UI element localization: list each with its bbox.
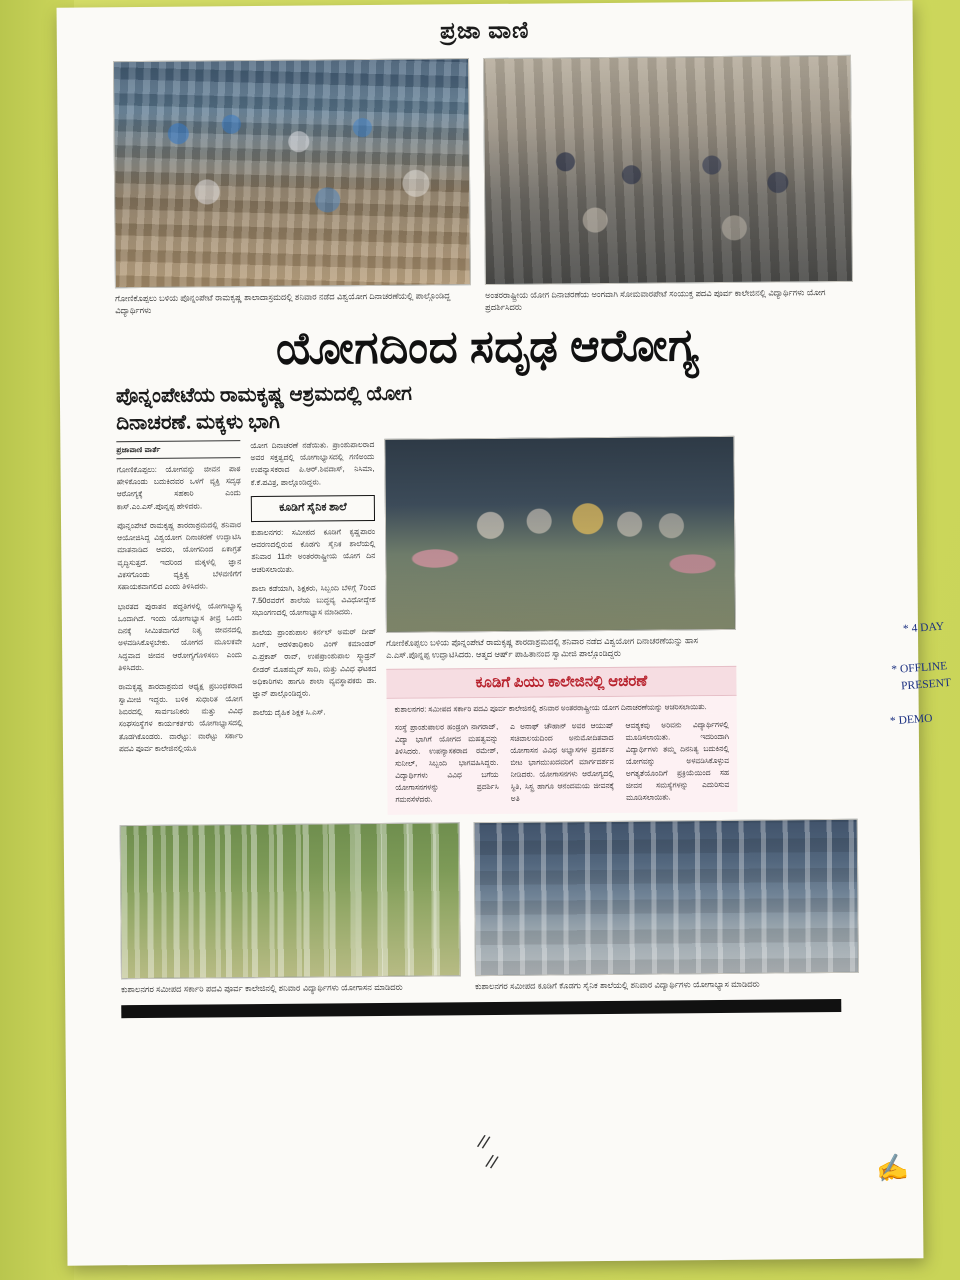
masthead (57, 0, 913, 55)
photo-block-ground (120, 822, 461, 995)
paragraph: ಸಂಸ್ಥೆ ಪ್ರಾಂಶುಪಾಲರ ಹಂಡ್ರಂಗಿ ನಾಗರಾಜ್, ವಿದ್ಯಾ ಭಾಗಿಗೆ ಯೋಗದ ಮಹತ್ವವನ್ನು ತಿಳಿಸಿದರು. ಉಪನ್ಯಾಸಕರಾದ ರಮೇಶ್, ಸುನೀಲ್, ಸಿಬ್ಬಂದಿ ಭಾಗವಹಿಸಿದ್ದರು. ವಿದ್ಯಾರ್ಥಿಗಳು ವಿವಿಧ ಬಗೆಯ ಯೋಗಾಸನಗಳನ್ನು ಪ್ರದರ್ಶಿಸಿ ಗಮನಸೆಳೆದರು. (394, 721, 499, 804)
sidebar-heading-sainik-school: ಕೂಡಿಗೆ ಸೈನಿಕ ಶಾಲೆ (251, 495, 375, 522)
annotation-4day: * 4 DAY (902, 620, 945, 636)
paragraph: ಪೊನ್ನಂಪೇಟೆ ರಾಮಕೃಷ್ಣ ಶಾರದಾಶ್ರಮದಲ್ಲಿ ಶನಿವಾರ ಆಯೋಜಿಸಿದ್ದ ವಿಶ್ವಯೋಗ ದಿನಾಚರಣೆ ಉದ್ಘಾಟಿಸಿ ಮಾತನಾಡಿದ ಆವರು, ಯೋಗದಿಂದ ಏಕಾಗ್ರತೆ ವೃದ್ಧಿಸುತ್ತದೆ. ಇದರಿಂದ ಮಕ್ಕಳಲ್ಲಿ ಜ್ಞಾನ ವಿಕಸಗೊಂಡು ವ್ಯಕ್ತಿತ್ವ ಬೆಳವಣಿಗೆಗೆ ಸಹಾಯಕವಾಗಲಿದ ಎಂದು ತಿಳಿಸಿದರು. (117, 519, 242, 592)
paragraph: ಗೋಣಿಕೊಪ್ಪಲು: ಯೋಗವನ್ನು ಜೀವನ ಪಾಠ ಹೇಳಿಕೊಂಡು ಬದುಕಿದವರ ಒಳಗೆ ವ್ಯಕ್ತಿ ಸದೃಢ ಆರೋಗ್ಯಕ್ಕೆ ಸಹಕಾರಿ ಎಂದು ಕಾಸ್.ಎಂ.ಎಸ್.ಪೊನ್ನಪ್ಪ ಹೇಳಿದರು. (116, 463, 241, 511)
page-subhead: ಪೊನ್ನಂಪೇಟೆಯ ರಾಮಕೃಷ್ಣ ಆಶ್ರಮದಲ್ಲಿ ಯೋಗ ದಿನಾಚರಣೆ. ಮಕ್ಕಳು ಭಾಗಿ (115, 382, 412, 434)
caption-indoor: ಕುಶಾಲನಗರ ಸಮೀಪದ ಕೂಡಿಗೆ ಕೊಡಗು ಸೈನಿಕ ಶಾಲೆಯಲ್ಲಿ ಶನಿವಾರ ವಿದ್ಯಾರ್ಥಿಗಳು ಯೋಗಾಭ್ಯಾಸ ಮಾಡಿದರು (475, 978, 760, 991)
paragraph: ಆವಶ್ಯಕವು ಅರಿವನು ವಿದ್ಯಾರ್ಥಿಗಳಲ್ಲಿ ಮೂಡಿಸಲಾಯಿತು. ಇದರಿಂದಾಗಿ ವಿದ್ಯಾರ್ಥಿಗಳು ತಮ್ಮ ದಿನನಿತ್ಯ ಬದುಕಿನಲ್ಲಿ ಯೋಗವನ್ನು ಅಳವಡಿಸಿಕೊಳ್ಳುವ ಅಗತ್ಯತೆಯೊಂದಿಗೆ ಪ್ರಕ್ರಿಯೆಯಿಂದ ಸಹ ಜೀವನ ಸಮಸ್ಯೆಗಳನ್ನು ಎದುರಿಸುವ ಮೂಡಿಸಲಾಯಿತು. (625, 719, 730, 802)
photo-block-assembly (113, 58, 471, 316)
paragraph: ರಾಮಕೃಷ್ಣ ಶಾರದಾಶ್ರಮದ ಆಧ್ಯಕ್ಷ ಪ್ರಬಂಧಕರಾದ ಸ್ವಾಮೀಜಿ ಇದ್ದರು. ಬಳಿಕ ಸುಧಾರಿತ ಯೋಗ ಶಿಬಿರದಲ್ಲಿ ಸಾರ್ವಜನಿಕರು ಮತ್ತು ವಿವಿಧ ಸಂಘಸಂಸ್ಥೆಗಳ ಕಾರ್ಯಕರ್ತರು ಯೋಗಾಭ್ಯಾಸದಲ್ಲಿ ತೊಡಗಿಕೊಂಡರು. ವಾರೆಟ್ಟು: ವಾರೆಟ್ಟು ಸರ್ಕಾರಿ ಪದವಿ ಪೂರ್ವ ಕಾಲೇಜಿನಲ್ಲಿಯೂ (118, 681, 243, 754)
slash-mark: // (483, 1150, 500, 1174)
caption-stage: ಗೋಣಿಕೊಪ್ಪಲು ಬಳಿಯ ಪೊನ್ನಂಪೇಟೆ ರಾಮಕೃಷ್ಣ ಶಾರದಾಶ್ರಮದಲ್ಲಿ ಶನಿವಾರ ನಡೆದ ವಿಶ್ವಯೋಗ ದಿನಾಚರಣೆಯನ್ನು ಹಾಸ ಎ.ಎಸ್.ಪೊನ್ನಪ್ಪ ಉದ್ಘಾಟಿಸಿದರು. ಆತ್ಮದ ಆರ್ಷ್ ಪಾಹಿತಾನಂದ ಸ್ವಾಮೀಜಿ ಪಾಲ್ಗೊಂಡಿದ್ದರು (386, 634, 699, 660)
pink-box-lead: ಕುಶಾಲನಗರ: ಸಮೀಪದ ಸರ್ಕಾರಿ ಪದವಿ ಪೂರ್ವ ಕಾಲೇಜಿನಲ್ಲಿ ಶನಿವಾರ ಅಂತರರಾಷ್ಟ್ರೀಯ ಯೋಗ ದಿನಾಚರಣೆಯನ್ನು ಆಚರಿಸಲಾಯಿತು. (387, 696, 737, 716)
photo-assembly-hall (113, 58, 471, 288)
newspaper-page (57, 0, 924, 1265)
page-headline: ಯೋಗದಿಂದ ಸದೃಢ ಆರೋಗ್ಯ (275, 320, 700, 374)
caption-college: ಅಂತರರಾಷ್ಟ್ರೀಯ ಯೋಗ ದಿನಾಚರಣೆಯ ಅಂಗವಾಗಿ ಸೋಮವಾರಪೇಟೆ ಸಂಯುಕ್ತ ಪದವಿ ಪೂರ್ವ ಕಾಲೇಜಿನಲ್ಲಿ ವಿದ್ಯಾರ್ಥಿಗಳು ಯೋಗ ಪ್ರದರ್ಶಿಸಿದರು (485, 287, 826, 313)
caption-ground: ಕುಶಾಲನಗರ ಸಮೀಪದ ಸರ್ಕಾರಿ ಪದವಿ ಪೂರ್ವ ಕಾಲೇಜಿನಲ್ಲಿ ಶನಿವಾರ ವಿದ್ಯಾರ್ಥಿಗಳು ಯೋಗಾಸನ ಮಾಡಿದರು (121, 981, 403, 994)
annotation-demo: * DEMO (889, 712, 933, 728)
photo-stage-felicitation (384, 435, 736, 632)
article-column-1 (116, 440, 243, 817)
pink-box-columns (387, 713, 738, 815)
paragraph: ಶಾಲೆಯ ದೈಹಿಕ ಶಿಕ್ಷಕ ಸಿ.ಎಸ್. (252, 707, 326, 718)
paragraph: ಭಾರತದ ಪುರಾತನ ಪದ್ಧತಿಗಳಲ್ಲಿ ಯೋಗಾಭ್ಯಾಸ್ಯ ಒಂದಾಗಿದೆ. ಇಂದು ಯೋಗಾಭ್ಯಾಸ ತೀವ್ರ ಒಂದು ದಿನಕ್ಕೆ ಸೀಮಿತವಾಗದೆ ನಿತ್ಯ ಜೀವನದಲ್ಲಿ ಅಳವಡಿಸಿಕೊಳ್ಳಬೇಕು. ಯೋಗದ ಮೂಲಕವೇ ಸಿದ್ಧವಾದ ಜೀವನ ಆರೋಗ್ಯಗೊಳಿಸಲು ಎಂದು ತಿಳಿಸಿದರು. (117, 600, 243, 673)
annotation-offline-present: * OFFLINE PRESENT (890, 660, 951, 694)
page-footer-bar (121, 999, 841, 1018)
caption-assembly: ಗೋಣಿಕೊಪ್ಪಲು ಬಳಿಯ ಪೊನ್ನಂಪೇಟೆ ರಾಮಕೃಷ್ಣ ಶಾಲಾದಾಸ್ರಮದಲ್ಲಿ ಶನಿವಾರ ನಡೆದ ವಿಶ್ವಯೋಗ ದಿನಾಚರಣೆಯಲ್ಲಿ ಪಾಲ್ಗೊಂಡಿದ್ದ ವಿದ್ಯಾರ್ಥಿಗಳು (115, 290, 451, 316)
signature-mark: ✍ (873, 1151, 910, 1186)
photo-ground-yoga (120, 822, 461, 979)
paragraph: ಕುಶಾಲನಗರ: ಸಮೀಪದ ಕೂಡಿಗೆ ಕೃಷ್ಣಪಾರಂ ಆವರಣದಲ್ಲಿರುವ ಕೊಡಗು ಸೈನಿಕ ಶಾಲೆಯಲ್ಲಿ ಶನಿವಾರ 11ನೇ ಅಂತರರಾಷ್ಟ್ರೀಯ ಯೋಗ ದಿನ ಆಚರಿಸಲಾಯಿತು. (251, 526, 376, 574)
photo-block-indoor (474, 818, 859, 991)
article-column-2 (250, 439, 377, 816)
bottom-photo-row (64, 810, 922, 995)
pink-box-heading: ಕೂಡಿಗೆ ಪಿಯು ಕಾಲೇಜಿನಲ್ಲಿ ಆಚರಣೆ (386, 666, 736, 699)
photo-block-college (483, 55, 853, 313)
slash-mark: // (475, 1131, 492, 1154)
paragraph: ಶಾಲಾ ಕಡೆಯಾಗಿ, ಶಿಕ್ಷಕರು, ಸಿಬ್ಬಂದಿ ಬೆಳಿಗ್ಗೆ 7ರಿಂದ 7.50ರವರೆಗೆ ಶಾಲೆಯ ಬುದ್ಧವ್ಯ ವಿವಿಧೋದ್ದೇಶ ಸಭಾಂಗಣದಲ್ಲಿ ಯೋಗಾಭ್ಯಾಸ ಮಾಡಿದರು. (251, 582, 376, 618)
article-right-column (384, 435, 737, 814)
paragraph: ಯೋಗ ದಿನಾಚರಣೆ ನಡೆಯಿತು. ಪ್ರಾಂಶುಪಾಲರಾದ ಅವರ ಸಕ್ತತ್ವದಲ್ಲಿ ಯೋಗಾಭ್ಯಾಸದಲ್ಲಿ ಗಣಿಅಂದು ಉಪನ್ಯಾಸಕರಾದ ಪಿ.ಆರ್.ಶಿವದಾಸ್, ನಿಸಿಮಾ, ಕೆ.ಕೆ.ಪವಿತ್ರ, ಪಾಲ್ಗೊಂಡಿದ್ದರು. (250, 439, 375, 487)
paragraph: ಶಾಲೆಯ ಪ್ರಾಂಶುಪಾಲ ಕರ್ನಲ್ ಅಮರ್ ದೀಪ್ ಸಿಂಗ್, ಆಡಳಿತಾಧಿಕಾರಿ ವಿಂಗ್ ಕಮಾಂಡರ್ ಎ.ಪ್ರಕಾಶ್ ರಾವ್, ಉಪಪ್ರಾಂಶುಪಾಲ ಸ್ಕ್ವಾಡ್ರನ್ ಲೀಡರ್ ಮೊಹಮ್ಮದ್ ಸಾದಿ, ಮತ್ತು ವಿವಿಧ ಘಟಕದ ಅಧಿಕಾರಿಗಳು ಹಾಗೂ ಶಾಲಾ ವ್ಯವಸ್ಥಾಪಕರು ಡಾ. ಜ್ಞಾನ್ ಪಾಲ್ಗೊಂಡಿದ್ದರು. (251, 626, 377, 699)
photo-college-hall (483, 55, 853, 285)
photo-indoor-yoga (474, 818, 859, 975)
byline: ಪ್ರಜಾವಾಣಿ ವಾರ್ತೆ (116, 440, 240, 459)
article-body (60, 430, 919, 817)
paragraph: ಎ ಅನಾಫ್ ಚೌಹಾನ್ ಅವರ ಆಯುಷ್ ಸಚಿವಾಲಯದಿಂದ ಅನುಮೋದಿತವಾದ ಯೋಗಾಸನ ವಿವಿಧ ಅಭ್ಯಾಸಗಳ ಪ್ರದರ್ಶನ ಬೀಟ ಭಾಗಮುಖದವರಿಗೆ ಮಾರ್ಗದರ್ಶನ ನೀಡಿದರು. ಯೋಗಾಸನಗಳು ಆರೋಗ್ಯದಲ್ಲಿ ಸ್ಥಿತಿ, ಸಿಸ್ಟ್ರ ಹಾಗೂ ಆನಂದಮಯ ಜೀವನಕ್ಕೆ ಅತಿ (510, 720, 615, 803)
top-photo-row (57, 54, 915, 316)
masthead-title: ಪ್ರಜಾ ವಾಣಿ (440, 17, 530, 44)
